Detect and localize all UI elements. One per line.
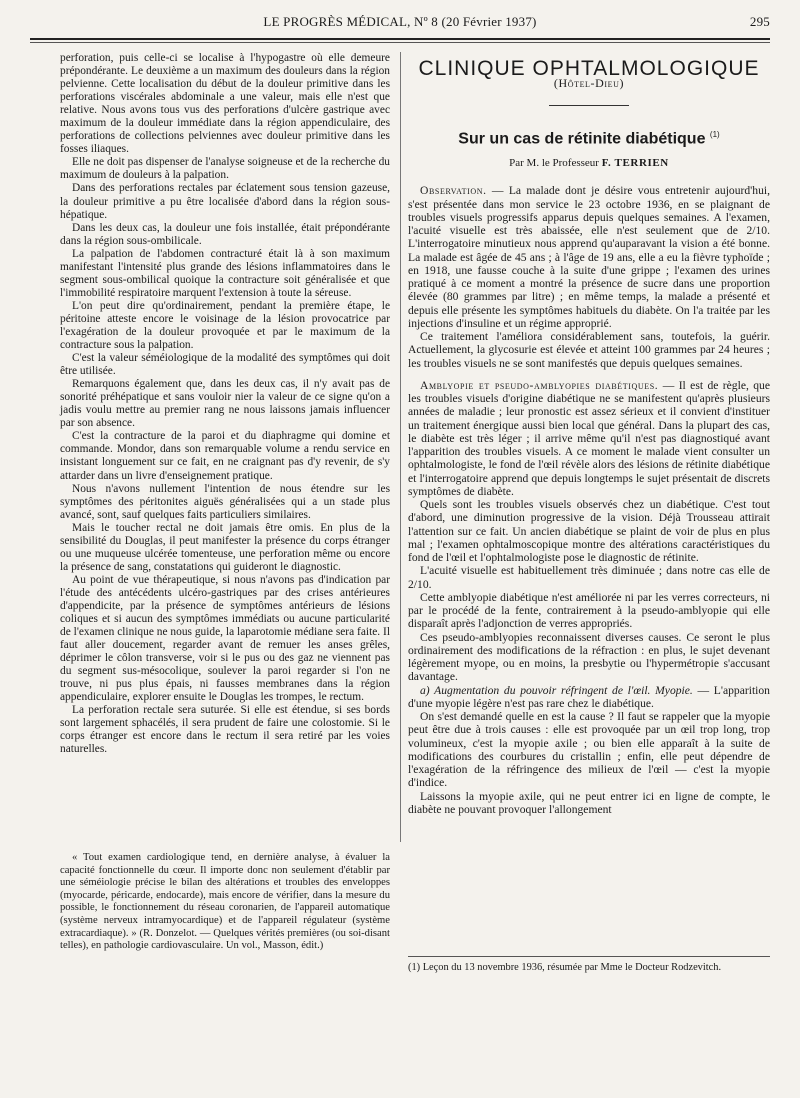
paragraph: C'est la contracture de la paroi et du diaphragme qui domine et commande. Mondor, dans son remarquable volume a rendu service en insistant longuement sur ce fait, en ne craignant pas d'y revenir, de s'y attarder dans un livre d'enseignement pratique. [60, 430, 390, 482]
byline [408, 157, 770, 170]
section-subtitle: (Hôtel-Dieu) [553, 76, 625, 91]
paragraph: L'on peut dire qu'ordinairement, pendant la première étape, le péritoine atteste encore le voisinage de la lésion provocatrice par l'exagération de la douleur provoquée et par le maximum de la contracture sous la palpation. [60, 299, 390, 352]
title-rule [549, 105, 629, 106]
paragraph: Elle ne doit pas dispenser de l'analyse soigneuse et de la recherche du maximum de douleurs à la palpation. [60, 156, 390, 182]
left-column [60, 52, 390, 757]
running-header [30, 14, 770, 34]
amblyopie-text: — Il est de règle, que les troubles visuels d'origine diabétique ne se manifestent qu'après plusieurs années de maladie ; leur pronostic est assez sérieux et il convient d'instituer un traitement énergique aussi bien local que général. Dans la plupart des cas, le diabète est très léger ; il arrive même qu'il n'est pas diagnostiqué avant l'apparition des troubles visuels. A ce moment le malade vient consulter un ophtalmologiste, le fond de l'œil révèle alors des lésions de rétinite diabétique et l'interrogatoire apprend que depuis longtemps le sujet présentait de discrets symptômes de diabète. [408, 378, 770, 498]
paragraph: L'acuité visuelle est habituellement très diminuée ; dans notre cas elle de 2/10. [408, 564, 770, 591]
footnote: (1) Leçon du 13 novembre 1936, résumée par Mme le Docteur Rodzevitch. [408, 962, 722, 973]
myopie-text: — L'apparition d'une myopie légère n'est pas rare chez le diabétique. [408, 683, 770, 710]
quote-text: « Tout examen cardiologique tend, en dernière analyse, à évaluer la capacité fonctionnelle du cœur. Il importe donc non seulement d'établir par une séméiologie précise le bilan des altérations et troubles des enveloppes (myocarde, péricarde, endocarde), mais encore de vérifier, dans la mesure du possible, le fonctionnement du réseau coronarien, de l'appareil automatique (système nerveux intramyocardique) et de l'appareil régulateur (système extracardiaque). » (R. Donzelot. — Quelques vérités premières (ou soi-disant telles), en pathologie cardiovasculaire. Un vol., Masson, édit.) [60, 852, 390, 952]
paragraph: Nous n'avons nullement l'intention de nous étendre sur les symptômes des péritonites aiguës généralisées qui a un stade plus avancé, sont, sauf quelques faits particuliers similaires. [60, 482, 390, 521]
paragraph: Laissons la myopie axile, qui ne peut entrer ici en ligne de compte, le diabète ne pouvant provoquer l'allongement [408, 789, 770, 816]
observation-label: Observation. [420, 184, 487, 198]
paragraph: Dans des perforations rectales par éclatement sous tension gazeuse, la douleur primitive a pu être localisée d'abord dans la région sous-hépatique. [60, 182, 390, 221]
paragraph: Remarquons également que, dans les deux cas, il n'y avait pas de sonorité préhépatique et sans vouloir nier la valeur de ce signe qu'on a jadis voulu mettre au premier rang ne nous laissons jamais influencer par son absence. [60, 378, 390, 430]
paragraph: La palpation de l'abdomen contracturé était là à son maximum manifestant l'intensité plus grande des lésions inflammatoires dans le segment sous-ombilical quoique la contracture soit généralisée et que l'immobilité respiratoire marquent l'extension à toute la séreuse. [60, 247, 390, 299]
amblyopie-label: Amblyopie et pseudo-amblyopies diabétiques. [420, 378, 659, 392]
section-title: CLINIQUE OPHTALMOLOGIQUE [418, 57, 760, 80]
footnote-rule [408, 956, 770, 957]
footnote-ref: (1) [709, 129, 720, 139]
paragraph: Dans les deux cas, la douleur une fois installée, était prépondérante dans la région sous-ombilicale. [60, 221, 390, 247]
paragraph: La perforation rectale sera suturée. Si elle est étendue, si ses bords sont largement sphacélés, il sera prudent de faire une colostomie. Si le corps étranger est encore dans le rectum il sera retiré par les voies naturelles. [60, 704, 390, 756]
paragraph: Au point de vue thérapeutique, si nous n'avons pas d'indication par l'étude des antécédents ulcéro-gastriques par des crises antérieures d'appendicite, par la présence de symptômes antérieurs de lésions coliques et si aucun des symptômes immédiats ou aucune particularité de l'examen clinique ne nous guide, la laparotomie médiane sera faite. Il faut aller doucement, regarder avant de remuer les anses grêles, déprimer le côlon transverse, voir si le pus ou des gaz ne viennent pas du segment sus-mésocolique, soulever la paroi regarder si l'on ne trouve, ni pus plus épais, ni fausses membranes dans la région appendiculaire, explorer ensuite le Douglas les trompes, le rectum. [60, 573, 390, 704]
page-number: 295 [749, 14, 770, 29]
byline-prefix: Par M. le Professeur [509, 157, 599, 170]
author-name: F. TERRIEN [601, 157, 669, 170]
paragraph: Mais le toucher rectal ne doit jamais être omis. En plus de la sensibilité du Douglas, il peut manifester la présence du corps étranger ou une muqueuse ulcérée tomenteuse, une perforation même ou encore la présence de sang, constatations qui guideront le diagnostic. [60, 521, 390, 573]
article-title-text: Sur un cas de rétinite diabétique [458, 129, 706, 147]
myopie-paragraph [408, 684, 770, 711]
paragraph: Cette amblyopie diabétique n'est améliorée ni par les verres correcteurs, ni par le procédé de la fente, contrairement à la pseudo-amblyopie qui elle disparaît après l'adjonction de verres appropriés. [408, 590, 770, 631]
paragraph: C'est la valeur séméiologique de la modalité des symptômes qui doit être utilisée. [60, 352, 390, 378]
cardiology-quote [60, 852, 390, 953]
paragraph: On s'est demandé quelle en est la cause ? Il faut se rappeler que la myopie peut être due à trois causes : elle est provoquée par un œil trop long, trop volumineux, c'est la myopie axile ; ou bien elle apparaît à la suite de modifications des courbures du cristallin ; enfin, elle peut dépendre de l'exagération de la réfringence des milieux de l'œil — c'est la myopie d'indice. [408, 710, 770, 790]
observation-text: — La malade dont je désire vous entretenir aujourd'hui, s'est présentée dans mon service le 23 octobre 1936, en se plaignant de troubles visuels progressifs apparus depuis quelques semaines. A l'examen, l'acuité visuelle est très abaissée, elle n'est seulement que de 2/10. L'interrogatoire minutieux nous apprend qu'auparavant la vision a été bonne. La malade est âgée de 45 ans ; à l'âge de 19 ans, elle a eu la fièvre typhoïde ; en 1918, une fausse couche à la suite d'une grippe ; l'examen des urines pratiqué à ce moment a montré la présence de sucre dans une proportion élevée (80 grammes par litre) ; en même temps, la malade a présenté et depuis elle présente les symptômes habituels du diabète. On l'a traitée par les injections d'insuline et un régime approprié. [408, 184, 770, 330]
paragraph: perforation, puis celle-ci se localise à l'hypogastre où elle demeure prépondérante. Le deuxième a un maximum des douleurs dans la région pelvienne. Cette localisation du début de la douleur primitive dans les perforations viscérales abdominale a une valeur, mais elle n'est que relative. Nous avons tous vus des perforations d'ulcère gastrique avec maximum de la douleur immédiate dans la région appendiculaire, des perforations de collections pelviennes avec douleur primitive dans les fosses iliaques. [60, 52, 390, 156]
amblyopie-paragraph [408, 379, 770, 498]
paragraph: Ce traitement l'améliora considérablement sans, toutefois, la guérir. Actuellement, la glycosurie est élevée et atteint 100 grammes par 24 heures ; les troubles visuels ne se sont manifestés que depuis quelques semaines. [408, 330, 770, 370]
paragraph: Ces pseudo-amblyopies reconnaissent diverses causes. Ce seront le plus ordinairement des modifications de la réfraction : en plus, le sujet devenant légèrement myope, ou en moins, la presbytie ou l'hypermétropie s'accusant davantage. [408, 630, 770, 684]
myopie-label: a) Augmentation du pouvoir réfringent de l'œil. Myopie. [420, 683, 693, 697]
journal-title: LE PROGRÈS MÉDICAL, Nº 8 (20 Février 1937) [263, 14, 537, 29]
right-column [408, 58, 770, 816]
observation-paragraph [408, 184, 770, 330]
article-title [408, 128, 770, 146]
column-divider [400, 52, 401, 842]
paragraph: Quels sont les troubles visuels observés chez un diabétique. C'est tout d'abord, une diminution progressive de la vision. Déjà Trousseau attirait l'attention sur ce fait. Un ancien diabétique se plaint de voir de plus en plus mal ; l'examen ophtalmoscopique montre des altérations caractéristiques du fond de l'œil et l'ophtalmologiste pose le diagnostic de rétinite. [408, 498, 770, 565]
header-rule-thin [30, 42, 770, 43]
header-rule [30, 38, 770, 40]
